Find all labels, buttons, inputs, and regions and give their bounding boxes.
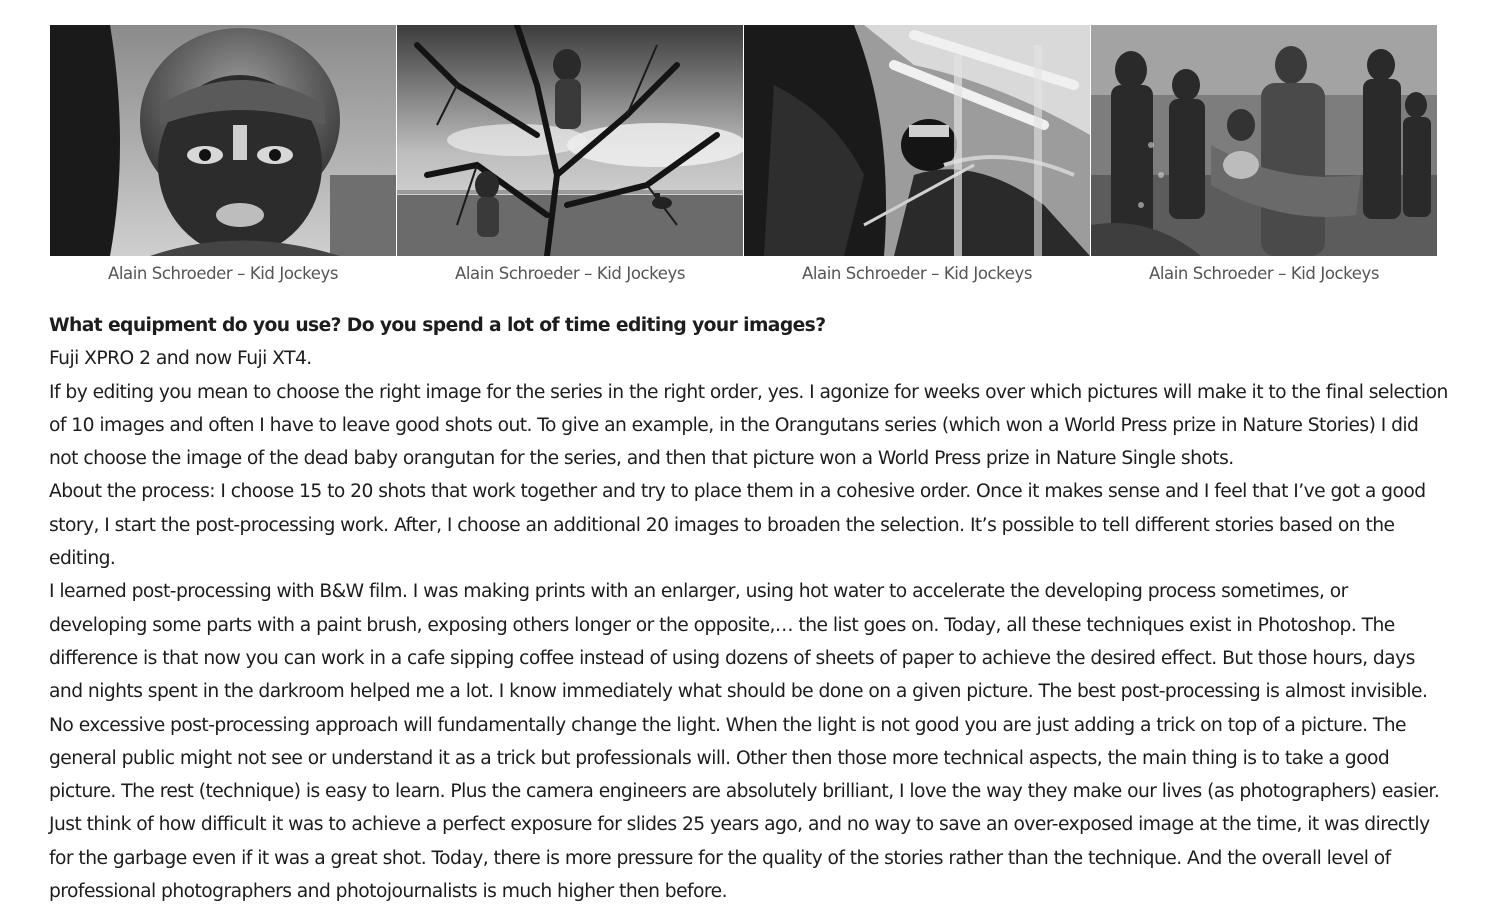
photo-gallery [50,25,1436,285]
gallery-photo-boys-in-tree[interactable] [397,25,743,256]
photo-caption: Alain Schroeder – Kid Jockeys [1148,264,1380,283]
gallery-photo-crowd-carrying-boy[interactable] [1091,25,1437,256]
gallery-item[interactable] [397,25,743,285]
interview-question: What equipment do you use? Do you spend a lot of time editing your images? [49,315,826,336]
gallery-item[interactable] [744,25,1090,285]
photo-caption: Alain Schroeder – Kid Jockeys [801,264,1033,283]
photo-caption: Alain Schroeder – Kid Jockeys [454,264,686,283]
answer-paragraph: If by editing you mean to choose the right image for the series in the right order, yes. I agonize for weeks over which pictures will make it to the final selection of 10 images and often I have to leave good shots out. To give an example, in the Orangutans series (which won a World Press prize in Nature Stories) I did not choose the image of the dead baby orangutan for the series, and then that picture won a World Press prize in Nature Single shots. [49,381,1448,470]
answer-paragraph: About the process: I choose 15 to 20 shots that work together and try to place them in a cohesive order. Once it makes sense and I feel that I’ve got a good story, I start the post-processing work. After, I choose an additional 20 images to broaden the selection. It’s possible to tell different stories based on the editing. [49,481,1426,570]
gallery-item[interactable] [50,25,396,285]
photo-caption: Alain Schroeder – Kid Jockeys [107,264,339,283]
gallery-item[interactable] [1091,25,1437,285]
answer-paragraph: Fuji XPRO 2 and now Fuji XT4. [49,348,312,370]
answer-paragraph: I learned post-processing with B&W film. I was making prints with an enlarger, using hot water to accelerate the developing process sometimes, or developing some parts with a paint brush, exposing others longer or the opposite,… the list goes on. Today, all these techniques exist in Photoshop. The difference is that now you can work in a cafe sipping coffee instead of using dozens of sheets of paper to achieve the desired effect. But those hours, days and nights spent in the darkroom helped me a lot. I know immediately what should be done on a given picture. The best post-processing is almost invisible. No excessive post-processing approach will fundamentally change the light. When the light is not good you are just adding a trick on top of a picture. The general public might not see or understand it as a trick but professionals will. Other then those more technical aspects, the main thing is to take a good picture. The rest (technique) is easy to learn. Plus the camera engineers are absolutely brilliant, I love the way they make our lives (as photographers) easier. Just think of how difficult it was to achieve a perfect exposure for slides 25 years ago, and no way to save an over-exposed image at the time, it was directly for the garbage even if it was a great shot. Today, there is more pressure for the quality of the stories rather than the technique. And the overall level of professional photographers and photojournalists is much higher then before. [49,581,1440,903]
interview-article [49,309,1449,908]
gallery-photo-jockey-with-horse[interactable] [744,25,1090,256]
gallery-photo-masked-jockey[interactable] [50,25,396,256]
